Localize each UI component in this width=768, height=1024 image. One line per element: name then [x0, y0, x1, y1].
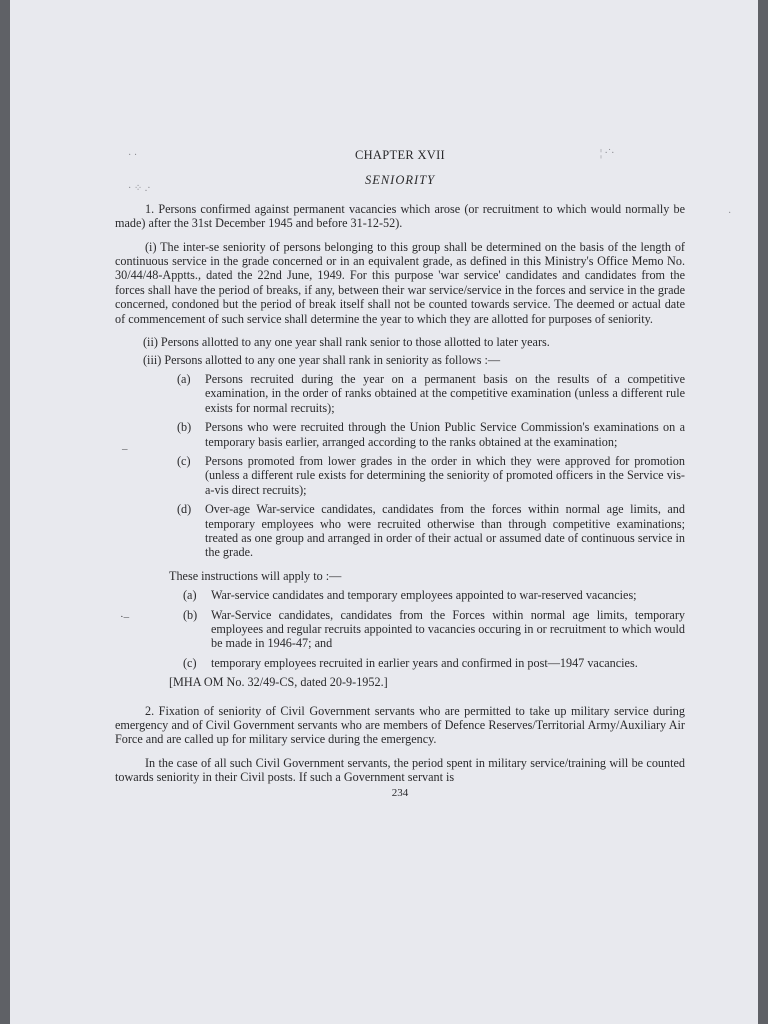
- list-item-text: Persons recruited during the year on a permanent basis on the results of a competitive examination, in the order of ranks obtained at the competitive examination (unless a different rule exists for normal recruits);: [205, 371, 685, 415]
- applicability-heading: These instructions will apply to :—: [169, 568, 342, 583]
- reference-citation: [MHA OM No. 32/49-CS, dated 20-9-1952.]: [169, 675, 388, 690]
- list-item: [177, 420, 685, 449]
- list-item-label: (c): [177, 453, 191, 468]
- paragraph-1: 1. Persons confirmed against permanent vacancies which arose (or recruitment to which would normally be made) after the 31st December 1945 and before 31-12-52).: [115, 201, 685, 231]
- list-item-label: (a): [177, 371, 191, 386]
- list-item-label: (d): [177, 502, 192, 517]
- page-content: [115, 148, 685, 800]
- list-item-label: (c): [183, 655, 197, 670]
- list-item: [183, 656, 685, 670]
- list-item: [183, 588, 685, 602]
- list-item-label: (a): [183, 588, 197, 603]
- scan-speck: · ·: [128, 150, 138, 161]
- list-item-text: Persons promoted from lower grades in the order in which they were approved for promotion (unless a different rule exists for determining the seniority of promoted officers in the Service vis-a-vis direct recruits);: [205, 453, 685, 497]
- scan-speck: ¦ ·˙·: [600, 148, 615, 159]
- list-item-text: War-service candidates and temporary employees appointed to war-reserved vacancies;: [211, 588, 637, 603]
- paragraph-2: 2. Fixation of seniority of Civil Government servants who are permitted to take up military service during emergency and of Civil Government servants who are members of Defence Reserves/Territorial Army/Auxiliary Air Force and are called up for military service during the emergency.: [115, 703, 685, 747]
- margin-mark: ·–: [120, 611, 130, 623]
- document-page: [10, 0, 758, 1024]
- section-heading: SENIORITY: [364, 173, 436, 188]
- list-item-text: War-Service candidates, candidates from the Forces within normal age limits, temporary employees and regular recruits appointed to vacancies occuring in or recruitment to which would be made in 1946-47; and: [211, 607, 685, 651]
- paragraph-1-ii: (ii) Persons allotted to any one year shall rank senior to those allotted to later years.: [143, 335, 550, 350]
- paragraph-1-i: (i) The inter-se seniority of persons belonging to this group shall be determined on the basis of the length of continuous service in the grade concerned or in an equivalent grade, as defined in this Ministry's Office Memo No. 30/44/48-Apptts., dated the 22nd June, 1949. For this purpose 'war service' candidates and candidates from the forces shall have the period of breaks, if any, between their war service/service in the forces and service in the grade concerned, condoned but the period of break itself shall not be counted towards service. The deemed or actual date of commencement of such service shall determine the year to which they are allotted for purposes of seniority.: [115, 239, 685, 326]
- list-item-label: (b): [183, 607, 198, 622]
- scan-speck: ·: [728, 208, 732, 219]
- list-item: [183, 608, 685, 651]
- scan-speck: · ⁘ .·: [128, 183, 151, 194]
- chapter-title: CHAPTER XVII: [354, 148, 446, 162]
- list-item-text: Persons who were recruited through the Union Public Service Commission's examinations on a temporary basis earlier, arranged according to the ranks obtained at the examination;: [205, 420, 685, 449]
- paragraph-3: In the case of all such Civil Government servants, the period spent in military service/training will be counted towards seniority in their Civil posts. If such a Government servant is: [115, 755, 685, 785]
- list-item-text: temporary employees recruited in earlier years and confirmed in post—1947 vacancies.: [211, 655, 638, 670]
- paragraph-1-iii: (iii) Persons allotted to any one year shall rank in seniority as follows :—: [143, 353, 501, 368]
- seniority-order-list: [115, 372, 685, 560]
- margin-mark: –: [122, 443, 128, 455]
- list-item: [177, 454, 685, 497]
- list-item: [177, 372, 685, 415]
- applicability-list: [115, 588, 685, 670]
- list-item-label: (b): [177, 420, 192, 435]
- list-item-text: Over-age War-service candidates, candidates from the forces within normal age limits, and temporary employees who were recruited otherwise than through competitive examinations; treated as one group and arranged in order of their actual or assumed date of continuous service in the grade.: [205, 502, 685, 560]
- list-item: [177, 502, 685, 560]
- page-number: 234: [391, 786, 409, 799]
